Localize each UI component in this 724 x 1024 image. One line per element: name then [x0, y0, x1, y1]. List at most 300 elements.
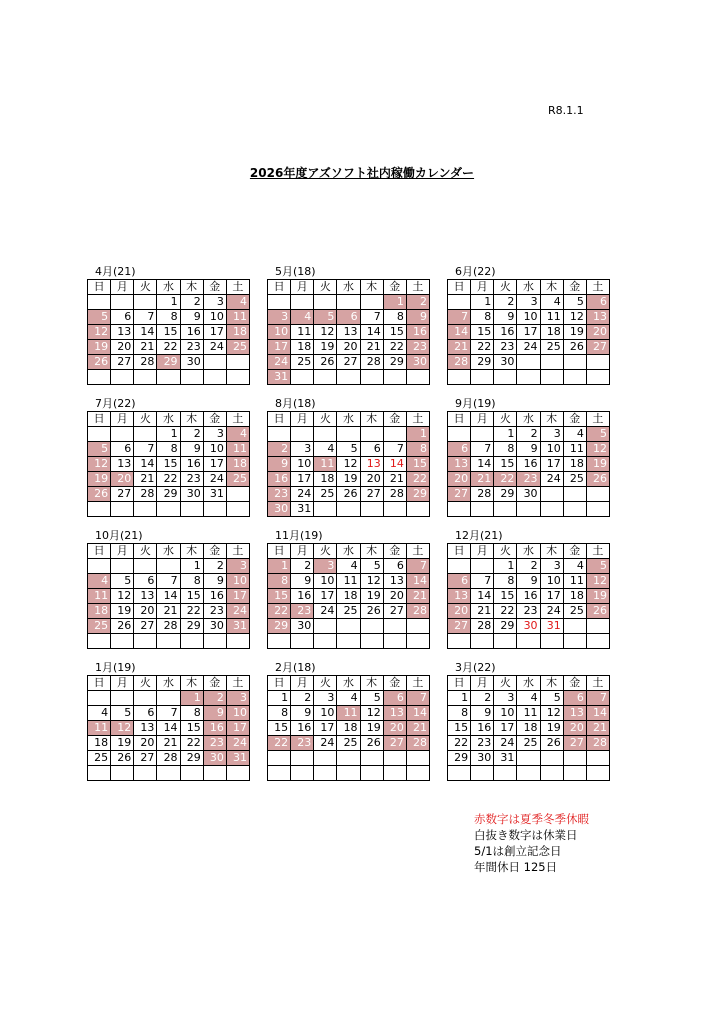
weekday-header: 水	[157, 544, 180, 559]
day-cell: 24	[226, 604, 249, 619]
day-cell: 31	[494, 751, 517, 766]
day-cell: 21	[157, 604, 180, 619]
week-row	[88, 355, 250, 370]
day-cell: 11	[337, 706, 360, 721]
day-cell: 9	[291, 574, 314, 589]
day-cell: 23	[406, 340, 429, 355]
month-label: 5月(18)	[275, 265, 316, 278]
day-cell: 30	[268, 502, 291, 517]
day-cell: 5	[540, 691, 563, 706]
week-row	[268, 295, 430, 310]
empty-cell	[360, 634, 383, 649]
day-cell: 24	[540, 604, 563, 619]
day-cell: 18	[563, 457, 586, 472]
day-cell: 7	[360, 310, 383, 325]
day-cell: 16	[517, 589, 540, 604]
weekday-header: 金	[203, 676, 226, 691]
day-cell: 21	[360, 340, 383, 355]
weekday-header: 土	[586, 280, 609, 295]
day-cell: 11	[540, 310, 563, 325]
month-label: 10月(21)	[95, 529, 143, 542]
day-cell: 3	[314, 559, 337, 574]
week-row	[448, 736, 610, 751]
weekday-header: 水	[157, 412, 180, 427]
empty-cell	[383, 751, 406, 766]
weekday-header: 金	[383, 544, 406, 559]
week-row	[88, 766, 250, 781]
day-cell: 3	[291, 442, 314, 457]
week-row	[268, 442, 430, 457]
day-cell: 6	[586, 295, 609, 310]
day-cell: 27	[448, 619, 471, 634]
empty-cell	[563, 487, 586, 502]
day-cell: 26	[586, 604, 609, 619]
empty-cell	[471, 370, 494, 385]
day-cell: 28	[134, 487, 157, 502]
week-row	[88, 502, 250, 517]
weekday-header: 日	[448, 676, 471, 691]
month-calendar	[447, 397, 610, 517]
empty-cell	[88, 427, 111, 442]
weekday-header: 土	[226, 544, 249, 559]
day-cell: 7	[406, 559, 429, 574]
weekday-header: 木	[540, 676, 563, 691]
day-cell: 12	[111, 721, 134, 736]
empty-cell	[314, 751, 337, 766]
day-cell: 8	[268, 706, 291, 721]
day-cell: 30	[203, 619, 226, 634]
empty-cell	[291, 370, 314, 385]
empty-cell	[111, 634, 134, 649]
month-label: 8月(18)	[275, 397, 316, 410]
empty-cell	[337, 295, 360, 310]
empty-cell	[563, 619, 586, 634]
empty-cell	[203, 766, 226, 781]
day-cell: 13	[563, 706, 586, 721]
week-row	[268, 355, 430, 370]
day-cell: 10	[268, 325, 291, 340]
empty-cell	[448, 559, 471, 574]
day-cell: 6	[563, 691, 586, 706]
empty-cell	[180, 766, 203, 781]
day-cell: 8	[448, 706, 471, 721]
day-cell: 6	[448, 574, 471, 589]
day-cell: 12	[360, 706, 383, 721]
day-cell: 11	[226, 442, 249, 457]
empty-cell	[268, 634, 291, 649]
empty-cell	[471, 427, 494, 442]
day-cell: 2	[180, 427, 203, 442]
empty-cell	[268, 295, 291, 310]
empty-cell	[563, 502, 586, 517]
empty-cell	[406, 502, 429, 517]
day-cell: 28	[471, 619, 494, 634]
empty-cell	[563, 355, 586, 370]
day-cell: 14	[406, 574, 429, 589]
day-cell: 27	[111, 487, 134, 502]
empty-cell	[586, 370, 609, 385]
month-calendar	[447, 265, 610, 385]
day-cell: 31	[203, 487, 226, 502]
weekday-header: 水	[517, 676, 540, 691]
week-row	[268, 427, 430, 442]
weekday-header: 月	[291, 544, 314, 559]
empty-cell	[111, 502, 134, 517]
day-cell: 23	[291, 736, 314, 751]
empty-cell	[134, 370, 157, 385]
day-cell: 10	[540, 442, 563, 457]
day-cell: 17	[517, 325, 540, 340]
day-cell: 11	[563, 442, 586, 457]
day-cell: 27	[360, 487, 383, 502]
day-cell: 16	[291, 721, 314, 736]
empty-cell	[517, 634, 540, 649]
day-cell: 9	[203, 574, 226, 589]
empty-cell	[268, 766, 291, 781]
day-cell: 24	[314, 604, 337, 619]
week-row	[88, 559, 250, 574]
day-cell: 13	[383, 706, 406, 721]
day-cell: 9	[406, 310, 429, 325]
empty-cell	[337, 619, 360, 634]
day-cell: 1	[494, 559, 517, 574]
day-cell: 15	[180, 721, 203, 736]
empty-cell	[111, 370, 134, 385]
day-cell: 18	[563, 589, 586, 604]
week-row	[448, 721, 610, 736]
day-cell: 11	[291, 325, 314, 340]
day-cell: 18	[517, 721, 540, 736]
day-cell: 22	[383, 340, 406, 355]
empty-cell	[157, 559, 180, 574]
day-cell: 24	[226, 736, 249, 751]
day-cell: 19	[586, 589, 609, 604]
day-cell: 12	[88, 325, 111, 340]
day-cell: 15	[406, 457, 429, 472]
day-cell: 24	[540, 472, 563, 487]
day-cell: 11	[314, 457, 337, 472]
empty-cell	[360, 619, 383, 634]
weekday-header: 月	[291, 280, 314, 295]
week-row	[268, 370, 430, 385]
page-title: 2026年度アズソフト社内稼働カレンダー	[249, 166, 475, 180]
month-calendar	[447, 529, 610, 649]
day-cell: 16	[471, 721, 494, 736]
day-cell: 27	[111, 355, 134, 370]
month-calendar	[87, 397, 250, 517]
weekday-header: 木	[540, 544, 563, 559]
note-founding: 5/1は創立記念日	[474, 844, 562, 858]
month-calendar	[447, 661, 610, 781]
week-row	[88, 457, 250, 472]
weekday-header: 火	[134, 280, 157, 295]
week-row	[268, 325, 430, 340]
week-row	[88, 310, 250, 325]
empty-cell	[471, 502, 494, 517]
day-cell: 6	[448, 442, 471, 457]
day-cell: 13	[448, 589, 471, 604]
day-cell: 14	[360, 325, 383, 340]
day-cell: 13	[360, 457, 383, 472]
day-cell: 28	[360, 355, 383, 370]
day-cell: 17	[494, 721, 517, 736]
day-cell: 30	[494, 355, 517, 370]
week-row	[448, 634, 610, 649]
weekday-header: 土	[406, 676, 429, 691]
day-cell: 12	[88, 457, 111, 472]
weekday-header: 土	[406, 280, 429, 295]
day-cell: 8	[268, 574, 291, 589]
day-cell: 23	[471, 736, 494, 751]
day-cell: 8	[180, 706, 203, 721]
empty-cell	[517, 502, 540, 517]
empty-cell	[337, 370, 360, 385]
empty-cell	[134, 427, 157, 442]
week-row	[448, 691, 610, 706]
weekday-header: 木	[360, 280, 383, 295]
week-row	[448, 589, 610, 604]
day-cell: 8	[494, 442, 517, 457]
empty-cell	[563, 751, 586, 766]
day-cell: 10	[291, 457, 314, 472]
day-cell: 9	[517, 442, 540, 457]
month-calendar	[87, 265, 250, 385]
week-row	[448, 751, 610, 766]
empty-cell	[111, 766, 134, 781]
day-cell: 9	[494, 310, 517, 325]
day-cell: 3	[517, 295, 540, 310]
weekday-header: 土	[226, 412, 249, 427]
empty-cell	[517, 355, 540, 370]
day-cell: 18	[226, 457, 249, 472]
day-cell: 17	[226, 721, 249, 736]
day-cell: 22	[494, 604, 517, 619]
day-cell: 25	[517, 736, 540, 751]
empty-cell	[157, 691, 180, 706]
empty-cell	[180, 370, 203, 385]
day-cell: 13	[448, 457, 471, 472]
day-cell: 1	[268, 559, 291, 574]
day-cell: 31	[291, 502, 314, 517]
empty-cell	[180, 502, 203, 517]
weekday-header: 月	[471, 412, 494, 427]
empty-cell	[406, 751, 429, 766]
weekday-header: 日	[448, 412, 471, 427]
empty-cell	[337, 502, 360, 517]
empty-cell	[448, 370, 471, 385]
week-row	[268, 559, 430, 574]
day-cell: 2	[494, 295, 517, 310]
day-cell: 28	[586, 736, 609, 751]
day-cell: 28	[157, 619, 180, 634]
day-cell: 6	[111, 442, 134, 457]
day-cell: 10	[494, 706, 517, 721]
day-cell: 7	[134, 442, 157, 457]
day-cell: 7	[448, 310, 471, 325]
day-cell: 3	[540, 427, 563, 442]
weekday-header: 火	[134, 676, 157, 691]
week-row	[268, 457, 430, 472]
weekday-header: 金	[203, 412, 226, 427]
week-row	[268, 589, 430, 604]
empty-cell	[337, 634, 360, 649]
day-cell: 4	[517, 691, 540, 706]
day-cell: 19	[360, 721, 383, 736]
day-cell: 25	[88, 751, 111, 766]
day-cell: 7	[471, 574, 494, 589]
day-cell: 28	[134, 355, 157, 370]
weekday-header: 水	[157, 280, 180, 295]
day-cell: 11	[517, 706, 540, 721]
day-cell: 20	[448, 604, 471, 619]
day-cell: 29	[268, 619, 291, 634]
day-cell: 26	[540, 736, 563, 751]
empty-cell	[291, 427, 314, 442]
day-cell: 8	[180, 574, 203, 589]
week-row	[88, 604, 250, 619]
empty-cell	[88, 691, 111, 706]
day-cell: 5	[337, 442, 360, 457]
day-cell: 16	[180, 457, 203, 472]
empty-cell	[383, 370, 406, 385]
month-label: 7月(22)	[95, 397, 136, 410]
day-cell: 16	[406, 325, 429, 340]
empty-cell	[494, 634, 517, 649]
empty-cell	[134, 691, 157, 706]
empty-cell	[337, 751, 360, 766]
weekday-header: 水	[337, 280, 360, 295]
day-cell: 18	[88, 736, 111, 751]
day-cell: 25	[291, 355, 314, 370]
day-cell: 13	[134, 721, 157, 736]
day-cell: 9	[180, 442, 203, 457]
empty-cell	[226, 487, 249, 502]
empty-cell	[360, 427, 383, 442]
day-cell: 12	[586, 574, 609, 589]
day-cell: 8	[471, 310, 494, 325]
day-cell: 30	[180, 355, 203, 370]
week-row	[88, 295, 250, 310]
day-cell: 19	[88, 472, 111, 487]
day-cell: 28	[157, 751, 180, 766]
month-label: 9月(19)	[455, 397, 496, 410]
week-row	[88, 442, 250, 457]
day-cell: 19	[88, 340, 111, 355]
day-cell: 22	[448, 736, 471, 751]
day-cell: 17	[291, 472, 314, 487]
day-cell: 6	[383, 691, 406, 706]
day-cell: 6	[134, 574, 157, 589]
day-cell: 24	[314, 736, 337, 751]
weekday-header: 金	[383, 280, 406, 295]
week-row	[268, 604, 430, 619]
day-cell: 12	[314, 325, 337, 340]
day-cell: 29	[157, 487, 180, 502]
empty-cell	[88, 370, 111, 385]
day-cell: 15	[448, 721, 471, 736]
week-row	[268, 502, 430, 517]
day-cell: 28	[383, 487, 406, 502]
day-cell: 1	[268, 691, 291, 706]
day-cell: 4	[563, 427, 586, 442]
weekday-header: 土	[586, 544, 609, 559]
day-cell: 18	[337, 721, 360, 736]
weekday-header: 火	[494, 280, 517, 295]
empty-cell	[291, 766, 314, 781]
week-row	[268, 574, 430, 589]
day-cell: 1	[180, 691, 203, 706]
week-row	[268, 721, 430, 736]
empty-cell	[337, 766, 360, 781]
day-cell: 11	[88, 589, 111, 604]
day-cell: 6	[360, 442, 383, 457]
empty-cell	[88, 634, 111, 649]
day-cell: 8	[406, 442, 429, 457]
empty-cell	[88, 502, 111, 517]
day-cell: 7	[406, 691, 429, 706]
day-cell: 21	[134, 472, 157, 487]
day-cell: 5	[88, 442, 111, 457]
empty-cell	[226, 355, 249, 370]
day-cell: 10	[314, 706, 337, 721]
day-cell: 3	[226, 691, 249, 706]
weekday-header: 火	[494, 412, 517, 427]
day-cell: 5	[360, 559, 383, 574]
day-cell: 15	[383, 325, 406, 340]
empty-cell	[337, 427, 360, 442]
day-cell: 13	[134, 589, 157, 604]
week-row	[88, 619, 250, 634]
day-cell: 23	[203, 736, 226, 751]
day-cell: 7	[586, 691, 609, 706]
empty-cell	[203, 355, 226, 370]
week-row	[268, 706, 430, 721]
day-cell: 12	[540, 706, 563, 721]
day-cell: 6	[383, 559, 406, 574]
day-cell: 26	[586, 472, 609, 487]
day-cell: 29	[494, 487, 517, 502]
weekday-header: 土	[406, 544, 429, 559]
empty-cell	[88, 766, 111, 781]
week-row	[448, 766, 610, 781]
empty-cell	[471, 634, 494, 649]
empty-cell	[517, 766, 540, 781]
weekday-header: 金	[563, 544, 586, 559]
empty-cell	[157, 766, 180, 781]
empty-cell	[517, 370, 540, 385]
day-cell: 19	[111, 736, 134, 751]
empty-cell	[494, 370, 517, 385]
empty-cell	[383, 634, 406, 649]
empty-cell	[157, 634, 180, 649]
month-label: 2月(18)	[275, 661, 316, 674]
week-row	[88, 751, 250, 766]
week-row	[268, 736, 430, 751]
empty-cell	[448, 427, 471, 442]
weekday-header: 月	[111, 280, 134, 295]
week-row	[88, 691, 250, 706]
empty-cell	[540, 751, 563, 766]
weekday-header: 火	[314, 676, 337, 691]
day-cell: 19	[314, 340, 337, 355]
week-row	[88, 736, 250, 751]
weekday-header: 月	[111, 676, 134, 691]
day-cell: 19	[337, 472, 360, 487]
weekday-header: 木	[180, 280, 203, 295]
day-cell: 22	[180, 604, 203, 619]
weekday-header: 日	[448, 280, 471, 295]
day-cell: 24	[517, 340, 540, 355]
